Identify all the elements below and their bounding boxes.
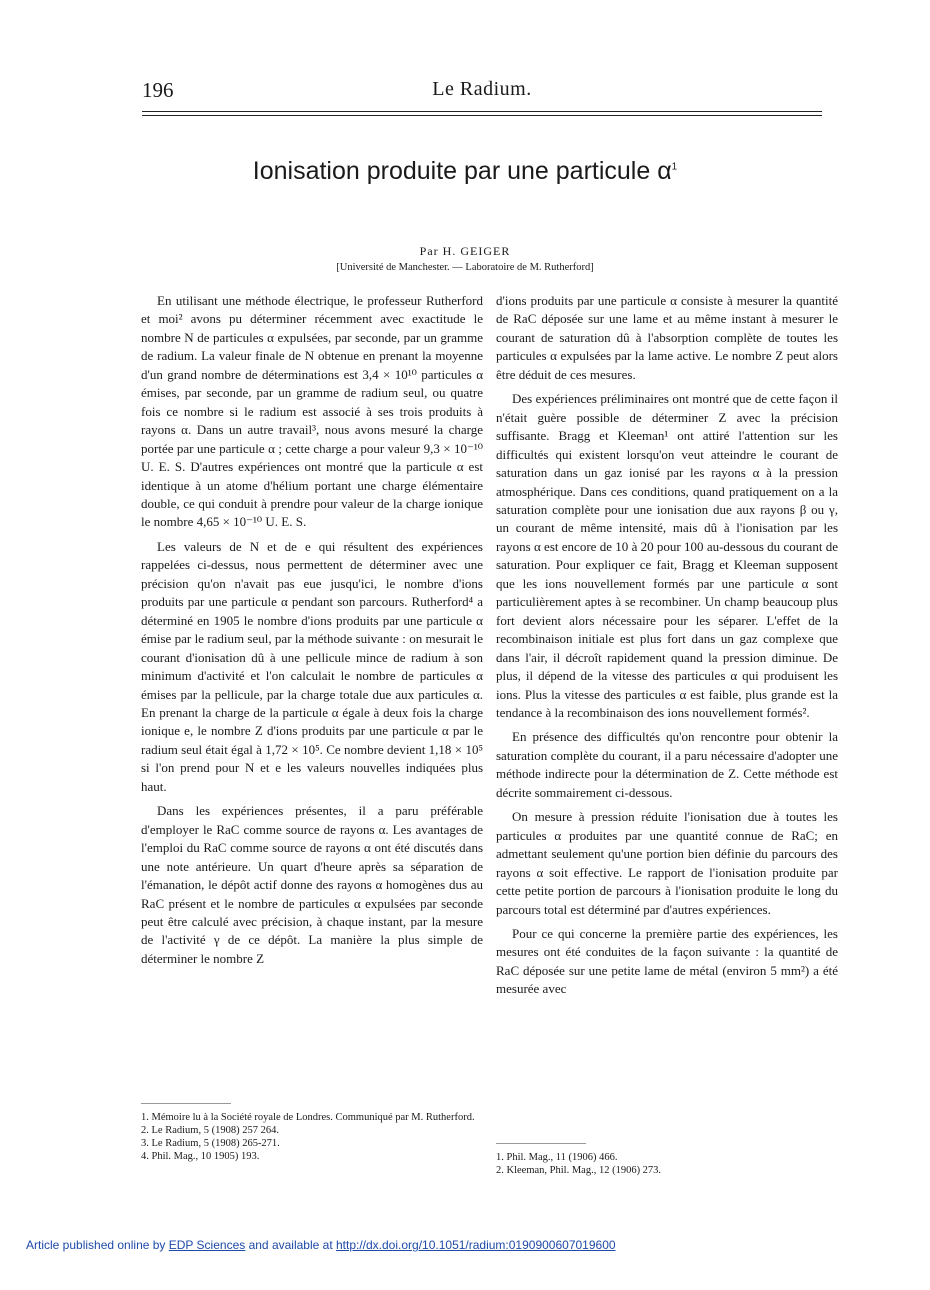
paragraph: Dans les expériences présentes, il a paru préférable d'employer le RaC comme source de rayons α. Les avantages de l'emploi du RaC comme source de rayons α ont été discutés dans une note antérieure. Un quart d'heure après sa séparation de l'émanation, le dépôt actif donne des rayons α homogènes dus au RaC présent et le nombre de particules α expulsées par seconde peut être calculé avec précision, à chaque instant, par la mesure de l'activité γ de ce dépôt. La manière la plus simple de déterminer le nombre Z xyxy=(141,803,483,966)
paragraph: En présence des difficultés qu'on rencontre pour obtenir la saturation complète du courant, il a paru nécessaire d'adopter une méthode indirecte pour la détermination de Z. Cette méthode est décrite sommairement ci-dessous. xyxy=(496,729,838,800)
journal-name: Le Radium. xyxy=(432,78,532,100)
header-rule-top xyxy=(142,111,822,112)
paragraph: On mesure à pression réduite l'ionisation due à toutes les particules α produites par une quantité connue de RaC; en admettant seulement qu'une portion bien définie du parcours des rayons α soit effective. Le rapport de l'ionisation produite par cette petite portion de parcours à l'ionisation produite le long du parcours total est déterminé par d'autres expériences. xyxy=(496,809,838,917)
affiliation-line: [Université de Manchester. — Laboratoire de M. Rutherford] xyxy=(336,262,594,273)
footnotes-left xyxy=(141,1111,483,1163)
header-rule-bottom xyxy=(142,115,822,116)
page-number: 196 xyxy=(142,78,174,102)
footnote: 4. Phil. Mag., 10 1905) 193. xyxy=(141,1151,260,1162)
body-column-right xyxy=(496,292,838,1005)
footnote-divider-left xyxy=(141,1103,231,1104)
paragraph: En utilisant une méthode électrique, le professeur Rutherford et moi² avons pu déterminer récemment avec exactitude le nombre N de particules α expulsées, par seconde, par un gramme de radium. La valeur finale de N obtenue en prenant la moyenne d'un grand nombre de déterminations est 3,4 × 10¹⁰ particules α émises, par seconde, par un gramme de radium seul, ou quatre fois ce nombre si le radium est associé à ses trois produits à rayons α. Dans un autre travail³, nous avons mesuré la charge portée par une particule α ; cette charge a pour valeur 9,3 × 10⁻¹⁰ U. E. S. D'autres expériences ont montré que la particule α est identique à un atome d'hélium portant une charge élémentaire double, ce qui conduit à prendre pour valeur de la charge ionique le nombre 4,65 × 10⁻¹⁰ U. E. S. xyxy=(141,293,483,530)
title-footnote-marker: 1 xyxy=(671,161,678,173)
paragraph: Les valeurs de N et de e qui résultent des expériences rappelées ci-dessus, nous permettent de déterminer avec une précision qu'on n'avait pas eue jusqu'ici, le nombre d'ions produits par une particule α pendant son parcours. Rutherford⁴ a déterminé en 1905 le nombre d'ions produits par une particule α émise par le radium seul, par la méthode suivante : on mesurait le courant d'ionisation dû à une pellicule mince de radium à son minimum d'activité et l'on calculait le nombre de particules α émises par la pellicule, par la charge totale due aux particules α. En prenant la charge de la particule α égale à deux fois la charge ionique e, le nombre Z d'ions produits par une particule α par le radium seul était égal à 1,72 × 10⁵. Ce nombre devient 1,18 × 10⁵ si l'on prend pour N et e les valeurs nouvelles indiquées plus haut. xyxy=(141,538,483,794)
footnotes-right xyxy=(496,1151,836,1177)
running-header xyxy=(142,78,822,102)
footnote-divider-right xyxy=(496,1143,586,1144)
author-line: Par H. GEIGER xyxy=(419,244,511,258)
footnote: 1. Mémoire lu à la Société royale de Londres. Communiqué par M. Rutherford. xyxy=(141,1112,475,1123)
article-title xyxy=(0,157,930,186)
paragraph: d'ions produits par une particule α consiste à mesurer la quantité de RaC déposée sur une lame et au même instant à mesurer le courant de saturation dû à l'absorption complète de toutes les particules α expulsées par la lame active. Le nombre Z peut alors être déduit de ces mesures. xyxy=(496,293,838,382)
footer-prefix: Article published online by xyxy=(26,1238,169,1252)
footnote: 2. Kleeman, Phil. Mag., 12 (1906) 273. xyxy=(496,1165,662,1176)
body-column-left xyxy=(141,292,483,974)
footnote: 1. Phil. Mag., 11 (1906) 466. xyxy=(496,1152,618,1163)
footnote: 3. Le Radium, 5 (1908) 265-271. xyxy=(141,1138,280,1149)
publisher-link[interactable]: EDP Sciences xyxy=(168,1238,246,1252)
footer-middle: and available at xyxy=(245,1238,336,1252)
footnote: 2. Le Radium, 5 (1908) 257 264. xyxy=(141,1125,279,1136)
article-title-text: Ionisation produite par une particule α xyxy=(252,157,672,185)
paragraph: Des expériences préliminaires ont montré que de cette façon il n'était guère possible de déterminer Z avec la précision suffisante. Bragg et Kleeman¹ ont attiré l'attention sur les difficultés qui existent lorsqu'on veut atteindre le courant de saturation dans un gaz ionisé par les rayons α à la pression atmosphérique. Dans ces conditions, quand pratiquement on a la saturation complète pour une ionisation due aux rayons β ou γ, un courant de même intensité, mais dû à l'ionisation par les rayons α est encore de 10 à 20 pour 100 au-dessous du courant de saturation. Pour expliquer ce fait, Bragg et Kleeman supposent que les ions nouvellement formés par une particule α sont particulièrement aptes à se recombiner. Un champ beaucoup plus fort devient alors nécessaire pour les séparer. L'effet de la recombinaison initiale est plus fort dans un gaz complexe que dans l'air, il décroît rapidement quand la pression diminue. De plus, il dépend de la vitesse des particules α qui produisent les ions. Plus la vitesse des particules α est faible, plus grande est la tendance à la recombinaison des ions nouvellement formés². xyxy=(496,391,838,720)
doi-link[interactable]: http://dx.doi.org/10.1051/radium:0190900607019600 xyxy=(335,1238,616,1252)
publication-footer xyxy=(26,1238,906,1252)
paragraph: Pour ce qui concerne la première partie des expériences, les mesures ont été conduites de la façon suivante : la quantité de RaC déposée sur une petite lame de métal (environ 5 mm²) a été mesurée avec xyxy=(496,925,838,997)
